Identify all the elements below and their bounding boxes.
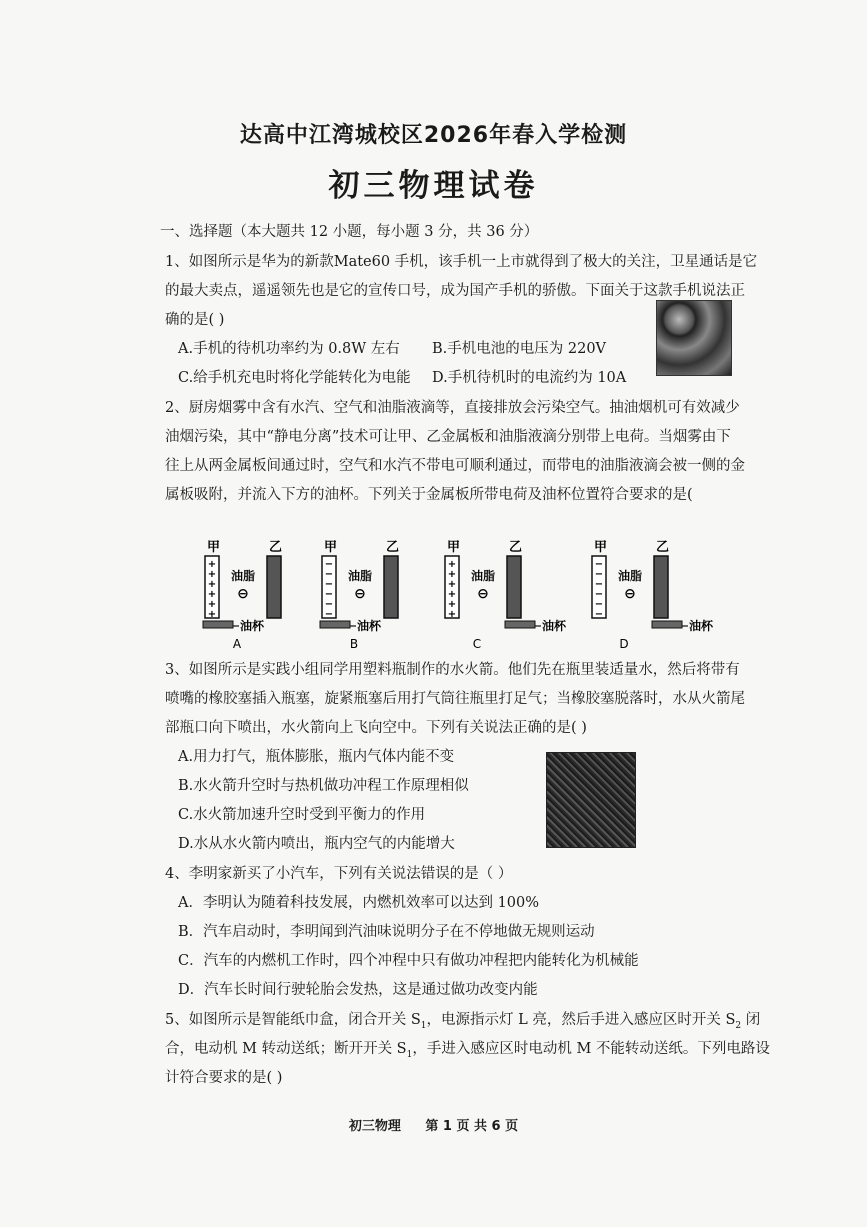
q1-line-3: 确的是( ) — [165, 312, 225, 328]
oil-cup-label: 油杯 — [542, 619, 567, 633]
q3-line-1: 3、如图所示是实践小组同学用塑料瓶制作的水火箭。他们先在瓶里装适量水，然后将带有 — [165, 662, 740, 678]
plate-charge-sign: − — [324, 599, 334, 610]
plate-charge-sign: − — [594, 579, 604, 590]
droplet-charge: ⊖ — [354, 586, 366, 602]
q4-option-d: D．汽车长时间行驶轮胎会发热，这是通过做功改变内能 — [178, 982, 538, 998]
plate-charge-sign: − — [594, 569, 604, 580]
footer-subject: 初三物理 — [348, 1119, 401, 1134]
metal-plate-right — [267, 556, 281, 618]
plate-charge-sign: + — [447, 609, 457, 620]
page-footer — [0, 1115, 867, 1134]
plate-label-right: 乙 — [656, 540, 670, 555]
droplet-charge: ⊖ — [624, 586, 636, 602]
water-rocket-photo — [546, 752, 636, 848]
q2-line-2: 油烟污染，其中“静电分离”技术可让甲、乙金属板和油脂液滴分别带上电荷。当烟雾由下 — [165, 429, 731, 445]
q1-option-d: D.手机待机时的电流约为 10A — [432, 370, 627, 386]
q2-line-1: 2、厨房烟雾中含有水汽、空气和油脂液滴等，直接排放会污染空气。抽油烟机可有效减少 — [165, 400, 740, 416]
oil-cup — [203, 621, 233, 628]
plate-charge-sign: + — [447, 579, 457, 590]
plate-label-left: 甲 — [207, 540, 221, 555]
droplet-charge: ⊖ — [477, 586, 489, 602]
q4-stem: 4、李明家新买了小汽车，下列有关说法错误的是（ ） — [165, 866, 513, 882]
metal-plate-right — [384, 556, 398, 618]
q3-line-3: 部瓶口向下喷出，水火箭向上飞向空中。下列有关说法正确的是( ) — [165, 720, 587, 736]
plate-charge-sign: + — [447, 599, 457, 610]
plate-charge-sign: − — [594, 609, 604, 620]
q3-line-2: 喷嘴的橡胶塞插入瓶塞，旋紧瓶塞后用打气筒往瓶里打足气；当橡胶塞脱落时，水从火箭尾 — [165, 691, 745, 707]
section-title: 一、选择题（本大题共 12 小题，每小题 3 分，共 36 分） — [160, 224, 539, 240]
q2-line-4: 属板吸附，并流入下方的油杯。下列关于金属板所带电荷及油杯位置符合要求的是( — [165, 487, 693, 503]
school-title: 达高中江湾城校区2026年春入学检测 — [239, 123, 628, 148]
droplet-label: 油脂 — [230, 569, 256, 583]
droplet-label: 油脂 — [617, 569, 643, 583]
plate-charge-sign: + — [207, 579, 217, 590]
q3-option-a: A.用力打气，瓶体膨胀，瓶内气体内能不变 — [178, 749, 455, 765]
oil-cup-label: 油杯 — [240, 619, 265, 633]
metal-plate-right — [654, 556, 668, 618]
plate-label-left: 甲 — [447, 540, 461, 555]
paper-title: 初三物理试卷 — [328, 168, 539, 204]
plate-charge-sign: − — [324, 579, 334, 590]
q4-option-c: C．汽车的内燃机工作时，四个冲程中只有做功冲程把内能转化为机械能 — [178, 953, 639, 969]
plate-charge-sign: − — [594, 589, 604, 600]
plate-charge-sign: + — [207, 599, 217, 610]
plate-charge-sign: − — [594, 559, 604, 570]
q1-option-a: A.手机的待机功率约为 0.8W 左右 — [178, 341, 400, 357]
q3-option-b: B.水火箭升空时与热机做功冲程工作原理相似 — [178, 778, 469, 794]
oil-cup — [652, 621, 682, 628]
plate-label-right: 乙 — [386, 540, 400, 555]
q5-line-1: 5、如图所示是智能纸巾盒，闭合开关 $S_1$，电源指示灯 L 亮，然后手进入感应区时开关 $S_2$ 闭 — [165, 1012, 761, 1031]
oil-cup-label: 油杯 — [689, 619, 714, 633]
plate-label-right: 乙 — [269, 540, 283, 555]
plate-charge-sign: + — [447, 569, 457, 580]
q5-line-2: 合，电动机 M 转动送纸；断开开关 $S_1$，手进入感应区时电动机 M 不能转动送纸。下列电路设 — [165, 1041, 770, 1060]
oil-cup-label: 油杯 — [357, 619, 382, 633]
diagram-option-label: D — [619, 637, 629, 651]
q1-option-c: C.给手机充电时将化学能转化为电能 — [178, 370, 411, 386]
plate-charge-sign: + — [207, 559, 217, 570]
oil-cup — [505, 621, 535, 628]
diagram-option-label: B — [349, 637, 359, 651]
diagram-option-label: A — [232, 637, 242, 651]
plate-label-right: 乙 — [509, 540, 523, 555]
plate-charge-sign: + — [207, 569, 217, 580]
droplet-charge: ⊖ — [237, 586, 249, 602]
droplet-label: 油脂 — [470, 569, 496, 583]
plate-charge-sign: + — [447, 559, 457, 570]
q4-option-a: A．李明认为随着科技发展，内燃机效率可以达到 100% — [178, 895, 540, 911]
plate-charge-sign: + — [447, 589, 457, 600]
q3-option-c: C.水火箭加速升空时受到平衡力的作用 — [178, 807, 426, 823]
footer-page: 第 1 页 共 6 页 — [425, 1119, 519, 1134]
plate-charge-sign: − — [324, 569, 334, 580]
oil-cup — [320, 621, 350, 628]
droplet-label: 油脂 — [347, 569, 373, 583]
plate-charge-sign: − — [324, 589, 334, 600]
q2-line-3: 往上从两金属板间通过时，空气和水汽不带电可顺利通过，而带电的油脂液滴会被一侧的金 — [165, 458, 745, 474]
q3-option-d: D.水从水火箭内喷出，瓶内空气的内能增大 — [178, 836, 455, 852]
q1-line-2: 的最大卖点，遥遥领先也是它的宣传口号，成为国产手机的骄傲。下面关于这款手机说法正 — [165, 283, 745, 299]
plate-charge-sign: + — [207, 589, 217, 600]
q1-option-b: B.手机电池的电压为 220V — [432, 341, 607, 357]
diagram-option-label: C — [472, 637, 482, 651]
metal-plate-right — [507, 556, 521, 618]
plate-charge-sign: − — [324, 609, 334, 620]
plate-charge-sign: + — [207, 609, 217, 620]
plate-label-left: 甲 — [324, 540, 338, 555]
plate-charge-sign: − — [324, 559, 334, 570]
q4-option-b: B．汽车启动时，李明闻到汽油味说明分子在不停地做无规则运动 — [178, 924, 595, 940]
q1-line-1: 1、如图所示是华为的新款Mate60 手机，该手机一上市就得到了极大的关注，卫星通话是它 — [165, 254, 758, 270]
q5-line-3: 计符合要求的是( ) — [165, 1070, 283, 1086]
plate-label-left: 甲 — [594, 540, 608, 555]
plate-charge-sign: − — [594, 599, 604, 610]
